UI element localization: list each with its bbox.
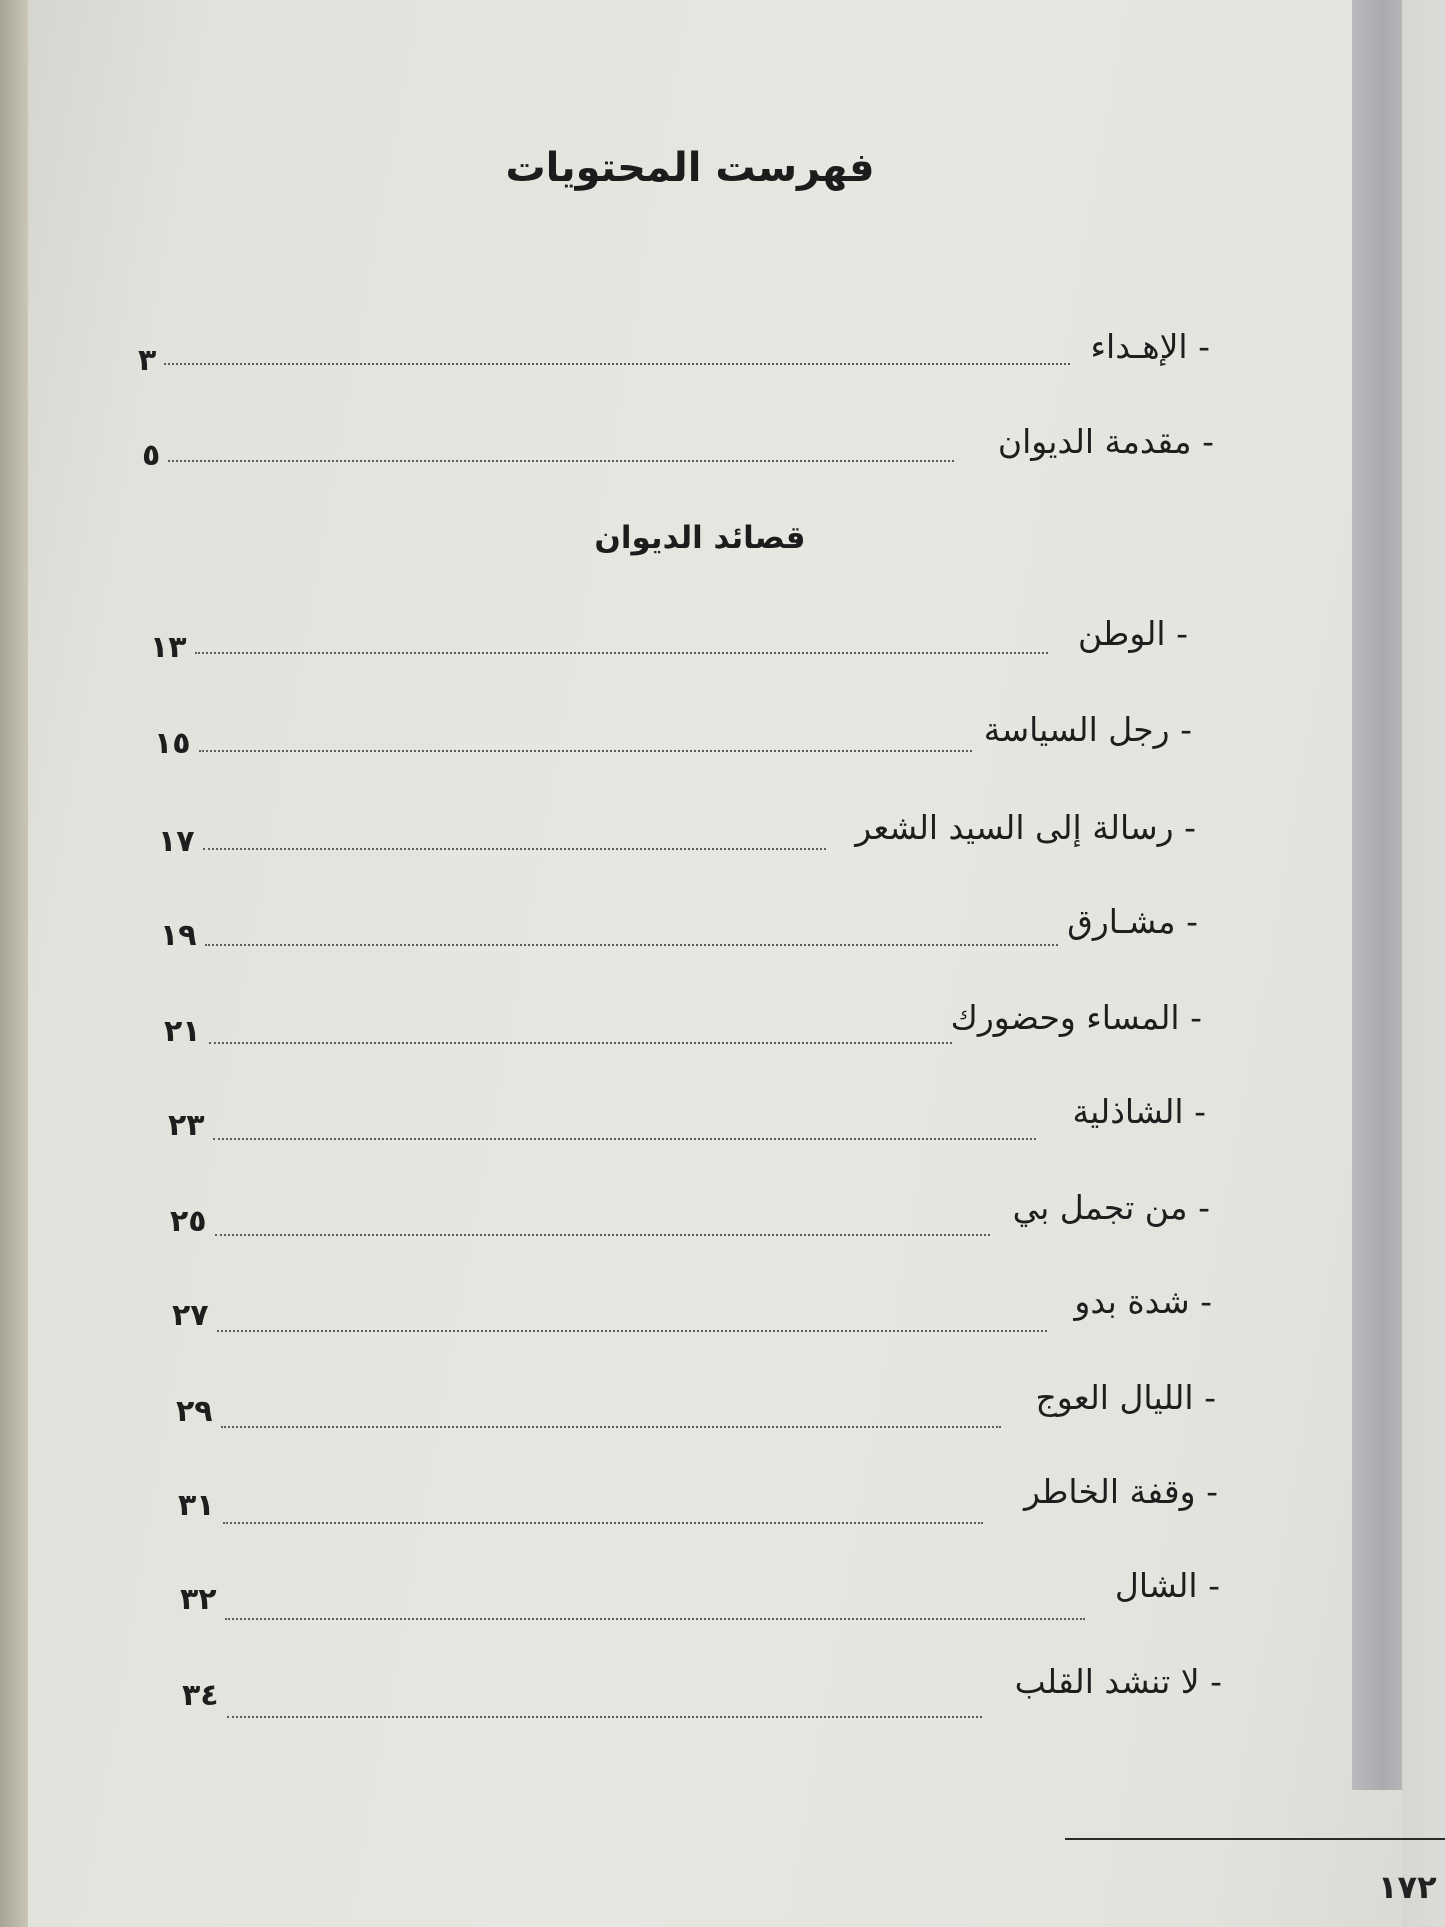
toc-leader — [164, 363, 1070, 365]
toc-page-number: ١٩ — [160, 918, 197, 953]
toc-leader — [223, 1522, 983, 1524]
toc-page-number: ٣ — [138, 343, 157, 378]
toc-entry-poem — [176, 1376, 1216, 1436]
toc-entry-poem — [172, 1280, 1212, 1340]
toc-leader — [225, 1618, 1085, 1620]
toc-leader — [227, 1716, 982, 1718]
toc-entry-label: - الشاذلية — [1072, 1092, 1206, 1131]
toc-leader — [195, 652, 1048, 654]
toc-page-number: ٣١ — [178, 1488, 215, 1523]
side-bar — [1352, 0, 1402, 1790]
toc-entry-label: - الليال العوج — [1035, 1378, 1216, 1417]
toc-entry-label: - شدة بدو — [1074, 1282, 1212, 1321]
toc-page-number: ٢٣ — [168, 1108, 205, 1143]
toc-entry-label: - مقدمة الديوان — [997, 422, 1214, 461]
toc-entry-label: - الإهـداء — [1090, 327, 1210, 366]
toc-entry-poem — [170, 1186, 1210, 1246]
toc-entry-poem — [154, 708, 1192, 768]
toc-leader — [213, 1138, 1036, 1140]
toc-entry-poem — [150, 612, 1188, 672]
toc-entry-poem — [158, 806, 1196, 866]
toc-leader — [221, 1426, 1001, 1428]
toc-entry-poem — [180, 1564, 1220, 1624]
toc-page-number: ٢٧ — [172, 1298, 209, 1333]
toc-leader — [199, 750, 972, 752]
contents-title: فهرست المحتويات — [505, 145, 875, 191]
toc-entry-introduction — [142, 420, 1214, 480]
toc-leader — [217, 1330, 1047, 1332]
toc-page-number: ٣٤ — [182, 1678, 219, 1713]
toc-entry-label: - رسالة إلى السيد الشعر — [855, 808, 1196, 847]
toc-page-number: ٥ — [142, 438, 161, 473]
toc-entry-poem — [168, 1090, 1206, 1150]
toc-entry-label: - وقفة الخاطر — [1023, 1472, 1218, 1511]
toc-leader — [205, 944, 1058, 946]
footer-rule — [1065, 1838, 1445, 1840]
toc-page-number: ١٧ — [158, 824, 195, 859]
toc-page-number: ١٣ — [150, 630, 187, 665]
toc-page-number: ١٥ — [154, 726, 191, 761]
toc-entry-label: - لا تنشد القلب — [1014, 1662, 1222, 1701]
toc-entry-label: - رجل السياسة — [983, 710, 1192, 749]
toc-page-number: ٢١ — [164, 1014, 201, 1049]
toc-entry-poem — [160, 900, 1198, 960]
page-edge — [1402, 0, 1445, 1927]
page-gutter — [0, 0, 28, 1927]
toc-entry-dedication — [138, 325, 1210, 385]
toc-entry-label: - من تجمل بي — [1012, 1188, 1210, 1227]
toc-page-number: ٢٩ — [176, 1394, 213, 1429]
toc-leader — [215, 1234, 990, 1236]
toc-entry-label: - الشال — [1114, 1566, 1220, 1605]
toc-leader — [209, 1042, 952, 1044]
toc-entry-label: - مشـارق — [1067, 902, 1198, 941]
toc-entry-poem — [164, 996, 1202, 1056]
toc-entry-poem — [182, 1660, 1222, 1720]
toc-leader — [168, 460, 954, 462]
toc-page-number: ٣٢ — [180, 1582, 217, 1617]
section-heading: قصائد الديوان — [594, 520, 806, 556]
toc-entry-label: - المساء وحضورك — [950, 998, 1202, 1037]
toc-page-number: ٢٥ — [170, 1204, 207, 1239]
page-number: ١٧٢ — [1378, 1868, 1437, 1906]
toc-entry-poem — [178, 1470, 1218, 1530]
toc-leader — [203, 848, 826, 850]
toc-entry-label: - الوطن — [1077, 614, 1188, 653]
